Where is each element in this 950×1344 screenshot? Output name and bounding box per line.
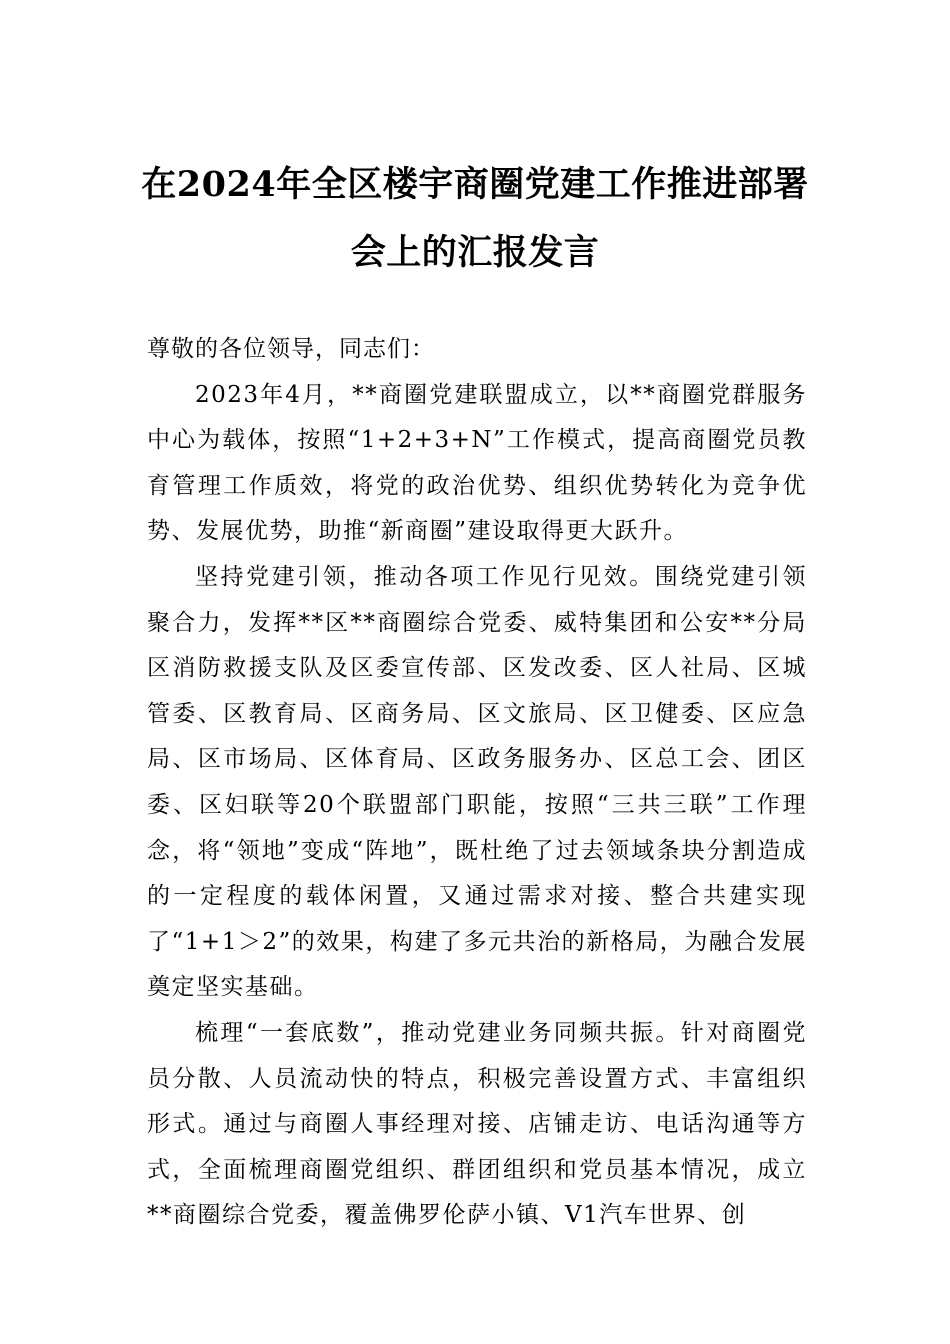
paragraph-1: 2023年4月，**商圈党建联盟成立，以**商圈党群服务中心为载体，按照“1+2+3+N”工作模式，提高商圈党员教育管理工作质效，将党的政治优势、组织优势转化为竞争优势、发展优势，助推“新商圈”建设取得更大跃升。: [147, 381, 807, 545]
paragraph-2: 坚持党建引领，推动各项工作见行见效。围绕党建引领聚合力，发挥**区**商圈综合党委、威特集团和公安**分局区消防救援支队及区委宣传部、区发改委、区人社局、区城管委、区教育局、区商务局、区文旅局、区卫健委、区应急局、区市场局、区体育局、区政务服务办、区总工会、团区委、区妇联等20个联盟部门职能，按照“三共三联”工作理念，将“领地”变成“阵地”，既杜绝了过去领域条块分割造成的一定程度的载体闲置，又通过需求对接、整合共建实现了“1+1＞2”的效果，构建了多元共治的新格局，为融合发展奠定坚实基础。: [147, 563, 807, 1001]
salutation: 尊敬的各位领导，同志们：: [147, 336, 435, 362]
paragraph-3: 梳理“一套底数”，推动党建业务同频共振。针对商圈党员分散、人员流动快的特点，积极完善设置方式、丰富组织形式。通过与商圈人事经理对接、店铺走访、电话沟通等方式，全面梳理商圈党组织、群团组织和党员基本情况，成立**商圈综合党委，覆盖佛罗伦萨小镇、V1汽车世界、创: [147, 1019, 807, 1229]
document-body: [147, 327, 807, 1239]
document-title-line-1: 在2024年全区楼宇商圈党建工作推进部署: [141, 164, 809, 205]
document-title-line-2: 会上的汇报发言: [350, 232, 600, 273]
